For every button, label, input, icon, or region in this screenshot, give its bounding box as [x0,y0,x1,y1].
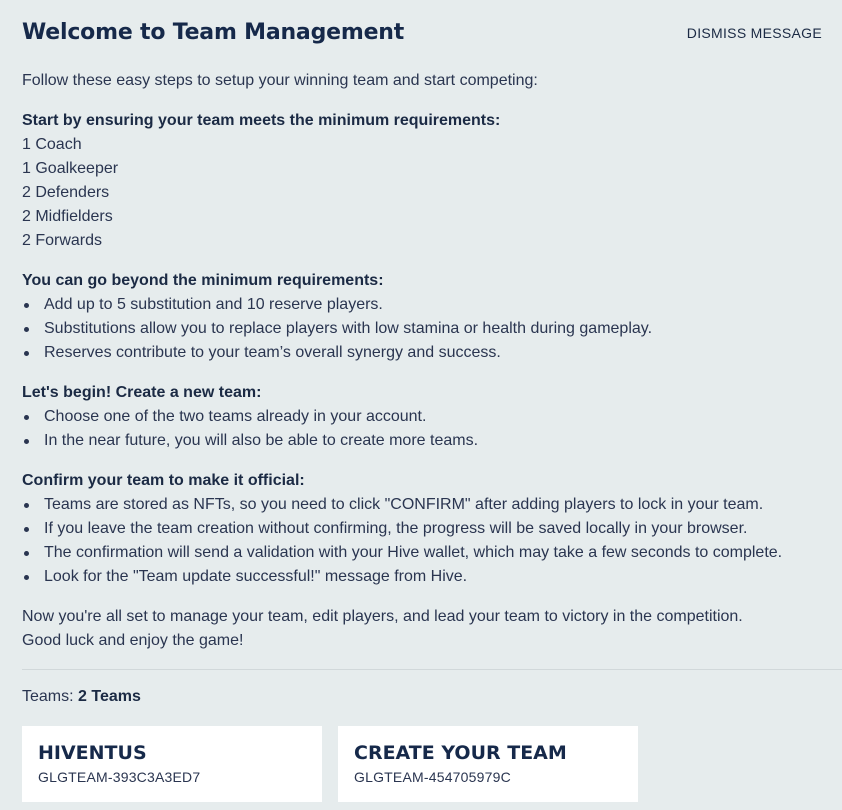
welcome-header [22,18,822,50]
list-item: 2 Midfielders [22,208,113,225]
team-id: GLGTEAM-454705979C [354,769,511,785]
requirements-section [22,109,822,253]
outro-line: Now you're all set to manage your team, edit players, and lead your team to victory in the competition. [22,608,743,625]
confirm-section [22,469,822,589]
welcome-message [22,69,822,653]
requirements-title: Start by ensuring your team meets the minimum requirements: [22,112,501,129]
team-id: GLGTEAM-393C3A3ED7 [38,769,201,785]
section-divider [22,669,842,670]
dismiss-message-button[interactable]: DISMISS MESSAGE [686,25,822,41]
confirm-title: Confirm your team to make it official: [22,472,305,489]
list-item: Reserves contribute to your team’s overall synergy and success. [22,341,822,365]
requirements-list [22,133,822,253]
begin-title: Let's begin! Create a new team: [22,384,262,401]
beyond-title: You can go beyond the minimum requirements: [22,272,384,289]
beyond-list [22,293,822,365]
outro-section [22,605,822,653]
confirm-list [22,493,822,589]
team-card-create-your-team[interactable] [338,726,638,802]
list-item: The confirmation will send a validation with your Hive wallet, which may take a few seconds to complete. [22,541,822,565]
team-card-hiventus[interactable] [22,726,322,802]
intro-text: Follow these easy steps to setup your winning team and start competing: [22,72,538,89]
beyond-section [22,269,822,365]
begin-list [22,405,822,453]
list-item: Teams are stored as NFTs, so you need to click "CONFIRM" after adding players to lock in your team. [22,493,822,517]
begin-section [22,381,822,453]
teams-count [22,686,141,708]
list-item: Add up to 5 substitution and 10 reserve players. [22,293,822,317]
list-item: 2 Defenders [22,184,110,201]
list-item: If you leave the team creation without confirming, the progress will be saved locally in your browser. [22,517,822,541]
list-item: In the near future, you will also be able to create more teams. [22,429,822,453]
team-name: HIVENTUS [38,742,147,764]
teams-count-value: 2 Teams [78,688,141,705]
list-item: 1 Goalkeeper [22,160,119,177]
outro-line: Good luck and enjoy the game! [22,632,244,649]
list-item: 2 Forwards [22,232,103,249]
list-item: 1 Coach [22,136,82,153]
list-item: Substitutions allow you to replace players with low stamina or health during gameplay. [22,317,822,341]
team-name: CREATE YOUR TEAM [354,742,567,764]
teams-label: Teams: [22,688,74,705]
list-item: Choose one of the two teams already in your account. [22,405,822,429]
page-title: Welcome to Team Management [22,20,405,45]
list-item: Look for the "Team update successful!" message from Hive. [22,565,822,589]
